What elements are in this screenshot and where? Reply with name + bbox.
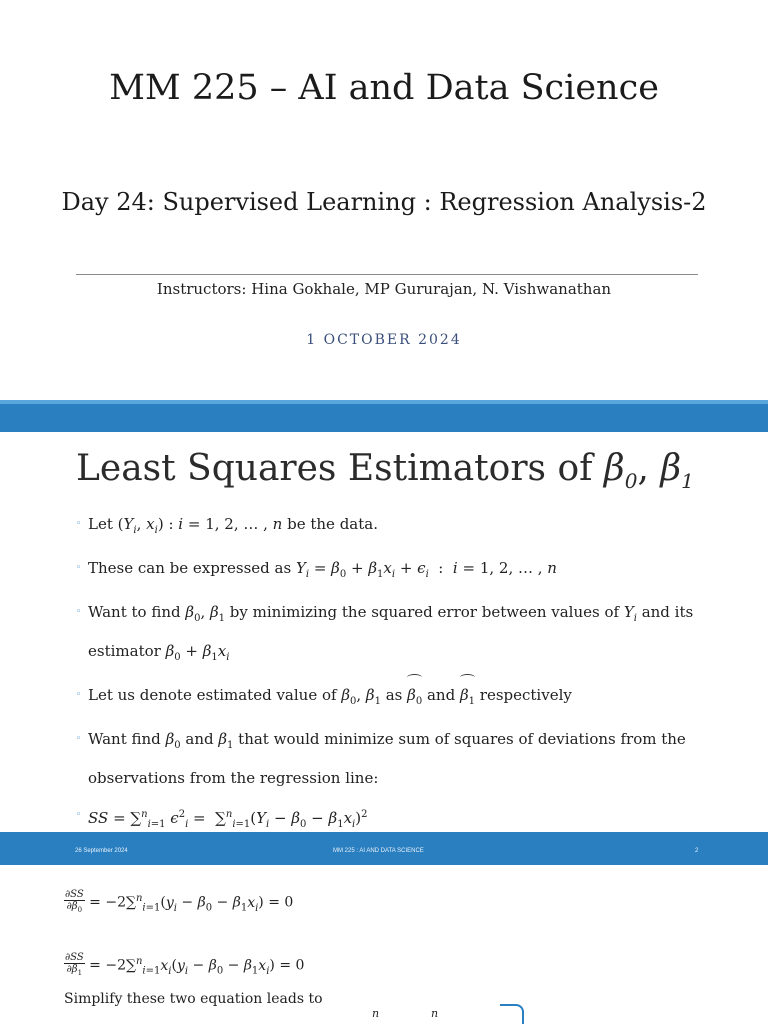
slide-footer-bar: [0, 832, 768, 865]
instructors-line: Instructors: Hina Gokhale, MP Gururajan, N. Vishwanathan: [156, 280, 612, 298]
slide-title: Least Squares Estimators of $\beta_0$, $\beta_1$: [76, 448, 694, 494]
title-slide: [0, 0, 768, 400]
divider: [76, 274, 698, 275]
list-item: ◦ These can be expressed as $Y_i = \beta_0 + \beta_1x_i + \epsilon_i$ : i = 1, 2, … , n: [76, 559, 557, 580]
bullet-list: [76, 508, 716, 846]
bracket-mark: [500, 1004, 524, 1024]
derivation-slide: [0, 865, 768, 1024]
bullet-text: Let us denote estimated value of: [88, 686, 342, 704]
lecture-date: 1 OCTOBER 2024: [306, 332, 462, 348]
course-title: MM 225 – AI and Data Science: [109, 68, 659, 108]
list-item: ◦ Want find $\beta_0$ and $\beta_1$ that would minimize sum of squares of deviations from the observations from the regression line:: [76, 730, 686, 787]
sigma-superscript-n: n: [431, 1007, 439, 1020]
lecture-subtitle: Day 24: Supervised Learning : Regression Analysis-2: [61, 188, 707, 216]
footer-page-number: 2: [695, 848, 699, 854]
bullet-text: that would minimize sum of squares of deviations from the observations from the regression line:: [88, 730, 686, 787]
slide-title-text: Least Squares Estimators of: [76, 448, 604, 489]
bullet-text: Want find: [88, 730, 166, 748]
footer-course: MM 225 : AI AND DATA SCIENCE: [333, 848, 424, 854]
list-item: ◦ SS = ∑$^n_{i=1}$ $\epsilon^2_i = \sum^n_{i=1}(Y_i - \beta_0 - \beta_1x_i)^2$: [76, 809, 368, 830]
slide-header-bar: [0, 400, 768, 432]
sigma-superscript-n: n: [372, 1007, 380, 1020]
simplify-text: Simplify these two equation leads to: [64, 991, 323, 1007]
bullet-text: Let: [88, 515, 118, 533]
equation-partial-beta1: $\frac{\partial SS}{\partial\beta_1}$ = $-2\sum^n_{i=1}x_i(y_i - \beta_0 - \beta_1x_i) = 0$: [65, 952, 305, 977]
bullet-text: and: [422, 686, 460, 704]
bullet-text: respectively: [475, 686, 572, 704]
bullet-text: These can be expressed as: [88, 559, 296, 577]
bullet-text: by minimizing the squared error between values of: [225, 603, 624, 621]
bullet-text: and its estimator: [88, 603, 694, 660]
list-item: ◦ Let ($Y_i$, $x_i$) : i = 1, 2, … , n be the data.: [76, 515, 378, 536]
bullet-text: as: [380, 686, 408, 704]
footer-date: 26 September 2024: [75, 848, 128, 854]
bullet-text: be the data.: [282, 515, 378, 533]
bullet-text: and: [180, 730, 219, 748]
list-item: ◦ Want to find $\beta_0$, $\beta_1$ by minimizing the squared error between values of $Y_i$ and its estimator $\beta_0 + \beta_1x_i$: [76, 603, 694, 663]
content-slide: [0, 400, 768, 865]
equation-partial-beta0: $\frac{\partial SS}{\partial\beta_0}$ = $-2\sum^n_{i=1}(y_i - \beta_0 - \beta_1x_i) = 0$: [65, 889, 294, 914]
bullet-text: Want to find: [88, 603, 186, 621]
list-item: ◦ Let us denote estimated value of $\beta_0$, $\beta_1$ as $\beta_0$ and $\beta_1$ respectively: [76, 679, 716, 718]
